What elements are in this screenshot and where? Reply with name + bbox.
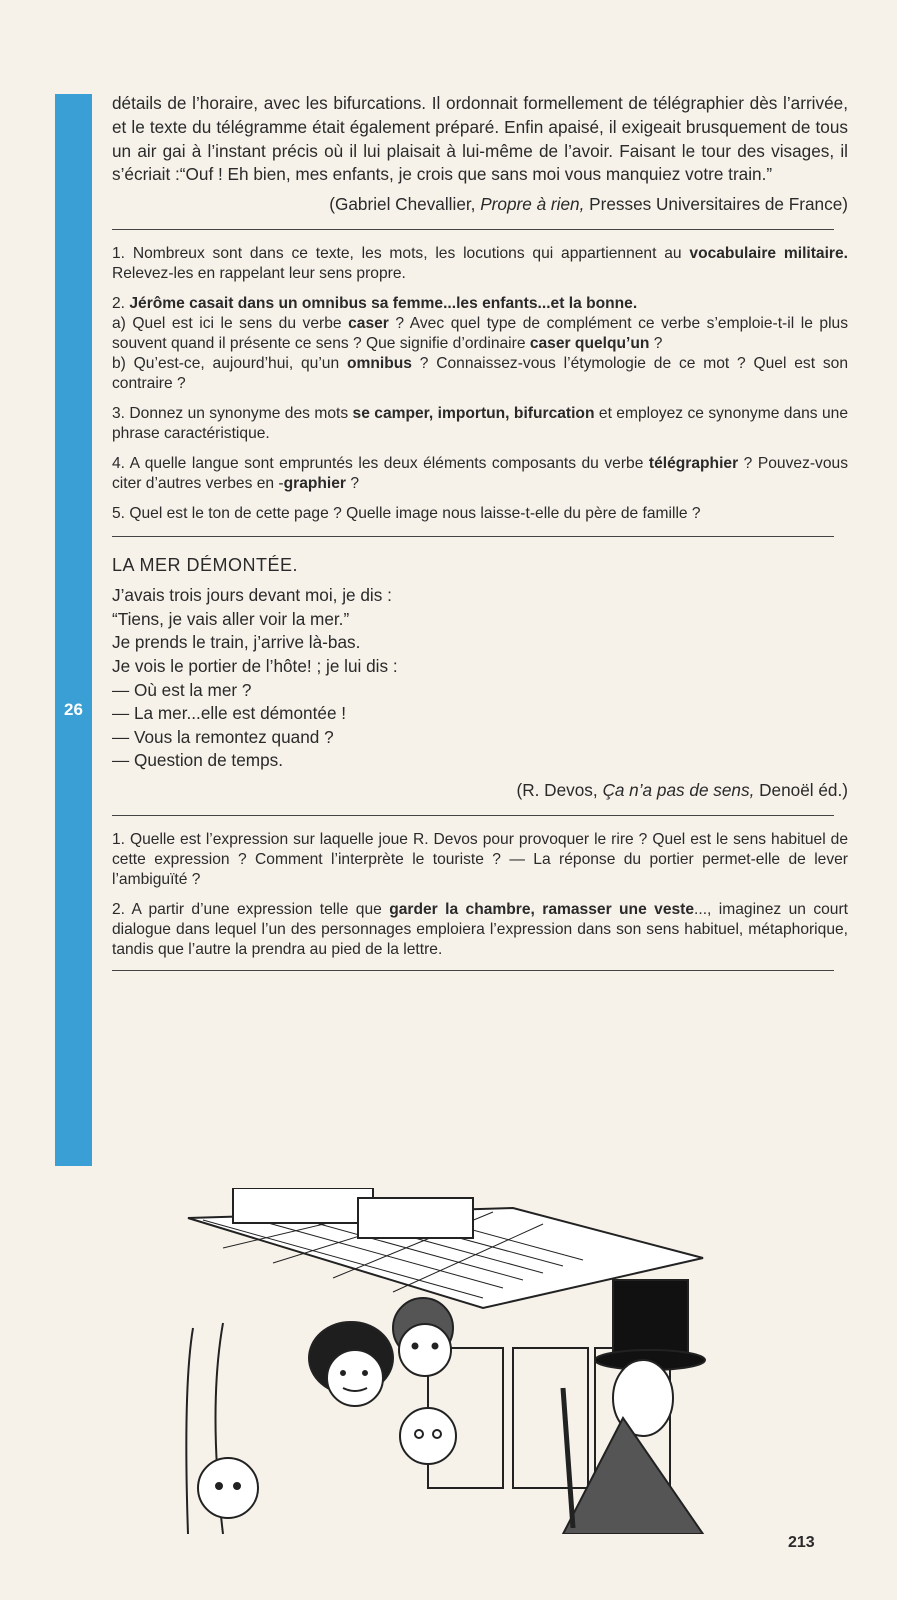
divider — [112, 536, 834, 537]
poem-line: — Où est la mer ? — [112, 679, 252, 700]
page-number: 213 — [788, 1534, 815, 1551]
poem-line: J’avais trois jours devant moi, je dis : — [112, 585, 392, 606]
divider — [112, 815, 834, 816]
poem-line: Je vois le portier de l’hôte! ; je lui dis : — [112, 655, 398, 676]
question-2b: b) Qu’est-ce, aujourd’hui, qu’un omnibus ? Connaissez-vous l’étymologie de ce mot ? Quel est son contraire ? — [112, 355, 849, 393]
poem-source: (R. Devos, Ça n’a pas de sens, Denoël éd.) — [516, 779, 848, 800]
page-content — [112, 92, 848, 985]
poem-line: — La mer...elle est démontée ! — [112, 703, 347, 724]
question-1: 1. Nombreux sont dans ce texte, les mots, les locutions qui appartiennent au vocabulaire militaire. Relevez-les en rappelant leur sens propre. — [112, 245, 849, 283]
question-2: 2. Jérôme casait dans un omnibus sa femme...les enfants...et la bonne. a) Quel est ici le sens du verbe caser ? Avec quel type de complément ce verbe s’emploie-t-il le plus souvent quand il présente ce sens ? Que signifie d’ordinaire caser quelqu’un ? b) Qu’est-ce, aujourd’hui, qu’un omnibus ? Connaissez-vous l’étymologie de ce mot ? Quel est son contraire ? — [112, 295, 849, 393]
questions-block-1 — [112, 244, 848, 524]
poem-line: “Tiens, je vais aller voir la mer.” — [112, 608, 350, 629]
exercise-number: 26 — [64, 700, 83, 719]
question-4: 4. A quelle langue sont empruntés les deux éléments composants du verbe télégraphier ? Pouvez-vous citer d’autres verbes en -graphier ? — [112, 455, 848, 493]
question-3: 3. Donnez un synonyme des mots se camper, importun, bifurcation et employez ce synonyme dans une phrase caractéristique. — [112, 405, 849, 443]
question-2a: a) Quel est ici le sens du verbe caser ? Avec quel type de complément ce verbe s’emploie-t-il le plus souvent quand il présente ce sens ? Que signifie d’ordinaire caser quelqu’un ? — [112, 315, 849, 353]
questions-block-2 — [112, 830, 848, 960]
poem-line: Je prends le train, j’arrive là-bas. — [112, 632, 361, 653]
question-1: 1. Quelle est l’expression sur laquelle joue R. Devos pour provoquer le rire ? Quel est le sens habituel de cette expression ? Comment l’interprète le touriste ? — La réponse du portier permet-elle de lever l’ambiguïté ? — [112, 830, 848, 888]
passage-text: détails de l’horaire, avec les bifurcations. Il ordonnait formellement de télégraphier dès l’arrivée, et le texte du télégramme était également préparé. Enfin apaisé, il exigeait brusquement de tous un air gai à l’instant précis où il lui plaisait à lui-même de l’avoir. Faisant le tour des visages, il s’écriait :“Ouf ! Eh bien, mes enfants, je crois que sans moi vous manquiez votre train.” — [112, 93, 848, 185]
poem-line: — Vous la remontez quand ? — [112, 726, 334, 747]
divider — [112, 229, 834, 230]
train-compartment-illustration — [183, 1188, 751, 1534]
divider — [112, 970, 834, 971]
passage-source: (Gabriel Chevallier, Propre à rien, Presses Universitaires de France) — [329, 194, 848, 215]
poem — [112, 584, 848, 773]
question-5: 5. Quel est le ton de cette page ? Quelle image nous laisse-t-elle du père de famille ? — [112, 505, 701, 523]
section-title: LA MER DÉMONTÉE. — [112, 555, 299, 576]
section-margin-bar — [55, 94, 92, 1166]
poem-line: — Question de temps. — [112, 750, 284, 771]
question-2: 2. A partir d’une expression telle que garder la chambre, ramasser une veste..., imaginez un court dialogue dans lequel l’un des personnages emploiera l’expression dans son sens habituel, métaphorique, tandis que l’autre la prendra au pied de la lettre. — [112, 900, 848, 958]
